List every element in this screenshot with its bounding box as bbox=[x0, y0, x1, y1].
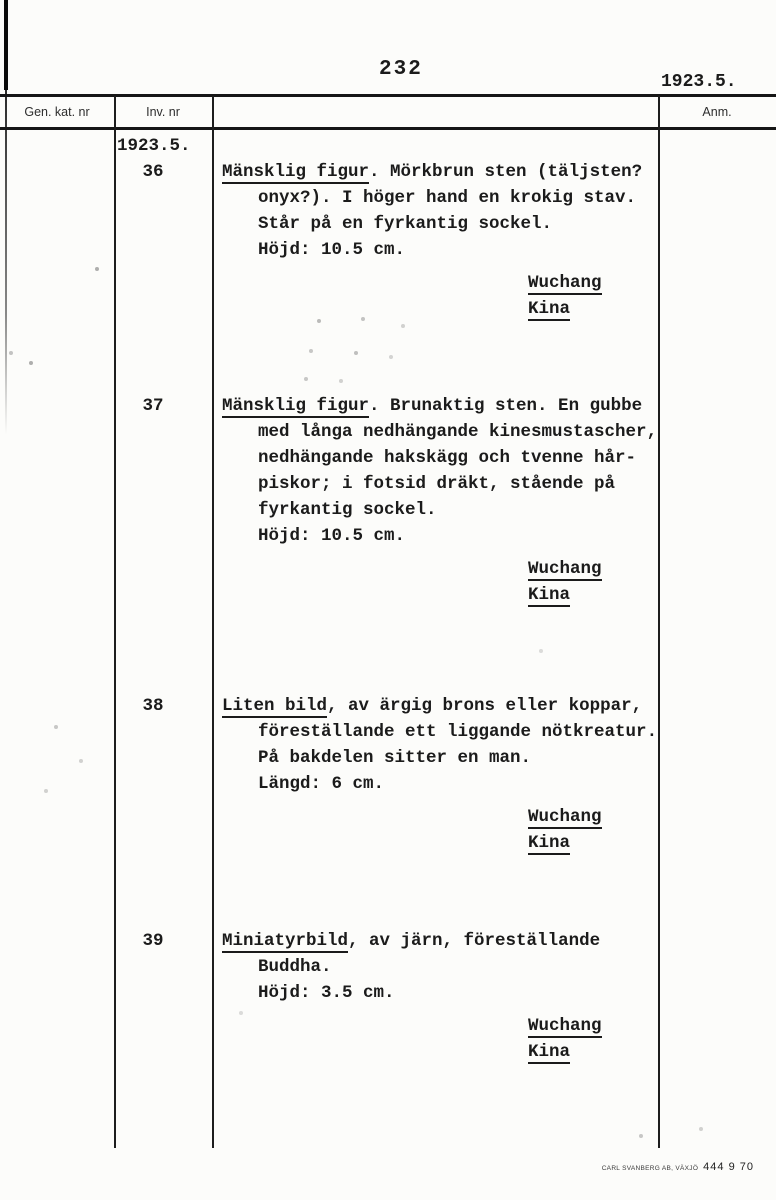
printer-code: 444 9 70 bbox=[703, 1161, 754, 1173]
entry-body-line: Höjd: 10.5 cm. bbox=[258, 240, 406, 260]
entry-body-line: Står på en fyrkantig sockel. bbox=[258, 214, 553, 234]
entry-first-line bbox=[222, 393, 658, 419]
column-header-anm: Anm. bbox=[702, 105, 732, 119]
entry-body-line: Höjd: 10.5 cm. bbox=[258, 526, 406, 546]
provenance-place: Wuchang bbox=[528, 559, 602, 579]
provenance-country: Kina bbox=[528, 1042, 571, 1062]
entry-title: Liten bild bbox=[222, 696, 328, 716]
entry-text bbox=[222, 928, 658, 1065]
entry-first-line bbox=[222, 159, 658, 185]
entry-body-line: fyrkantig sockel. bbox=[258, 500, 437, 520]
entry-body-line: Höjd: 3.5 cm. bbox=[258, 983, 395, 1003]
entry-text bbox=[222, 693, 658, 856]
inv-nr: 39 bbox=[142, 931, 164, 951]
scan-noise bbox=[0, 0, 2, 2]
inv-nr: 37 bbox=[142, 396, 164, 416]
provenance bbox=[222, 556, 658, 608]
page-edge-bar bbox=[4, 0, 8, 90]
provenance bbox=[222, 804, 658, 856]
entry-body-line: piskor; i fotsid dräkt, stående på bbox=[258, 474, 616, 494]
entry-title: Miniatyrbild bbox=[222, 931, 349, 951]
entry-body-line: onyx?). I höger hand en krokig stav. bbox=[258, 188, 637, 208]
printer-name: CARL SVANBERG AB, VÄXJÖ bbox=[601, 1165, 699, 1172]
provenance-place: Wuchang bbox=[528, 1016, 602, 1036]
entry-title-rest: . Mörkbrun sten (täljsten? bbox=[369, 162, 643, 182]
year-heading: 1923.5. bbox=[661, 72, 737, 92]
entry-body-line: Längd: 6 cm. bbox=[258, 774, 385, 794]
entry-body-line: På bakdelen sitter en man. bbox=[258, 748, 532, 768]
provenance-country: Kina bbox=[528, 299, 571, 319]
inv-nr: 38 bbox=[142, 696, 164, 716]
entry-title: Mänsklig figur bbox=[222, 162, 370, 182]
entry-title-rest: . Brunaktig sten. En gubbe bbox=[369, 396, 643, 416]
inv-nr: 36 bbox=[142, 162, 164, 182]
provenance-place: Wuchang bbox=[528, 273, 602, 293]
entry-title-rest: , av järn, föreställande bbox=[348, 931, 601, 951]
column-divider-1 bbox=[114, 96, 116, 1148]
provenance bbox=[222, 1013, 658, 1065]
entry-title-rest: , av ärgig brons eller koppar, bbox=[327, 696, 643, 716]
column-divider-2 bbox=[212, 96, 214, 1148]
entry-body-line: med långa nedhängande kinesmustascher, bbox=[258, 422, 658, 442]
provenance-country: Kina bbox=[528, 585, 571, 605]
printer-imprint bbox=[602, 1161, 754, 1173]
column-header-inv-nr: Inv. nr bbox=[146, 105, 180, 119]
inventory-year-label: 1923.5. bbox=[117, 136, 191, 156]
entry-text bbox=[222, 393, 658, 608]
entry-first-line bbox=[222, 693, 658, 719]
entry-body-line: nedhängande hakskägg och tvenne hår- bbox=[258, 448, 637, 468]
provenance-country: Kina bbox=[528, 833, 571, 853]
entry-body-line: föreställande ett liggande nötkreatur. bbox=[258, 722, 658, 742]
column-divider-3 bbox=[658, 96, 660, 1148]
provenance bbox=[222, 270, 658, 322]
page-edge-bar-fade bbox=[5, 90, 7, 435]
entry-title: Mänsklig figur bbox=[222, 396, 370, 416]
column-header-gen-kat-nr: Gen. kat. nr bbox=[24, 105, 90, 119]
entry-body-line: Buddha. bbox=[258, 957, 332, 977]
page-number: 232 bbox=[379, 58, 423, 81]
entry-first-line bbox=[222, 928, 658, 954]
entry-text bbox=[222, 159, 658, 322]
provenance-place: Wuchang bbox=[528, 807, 602, 827]
